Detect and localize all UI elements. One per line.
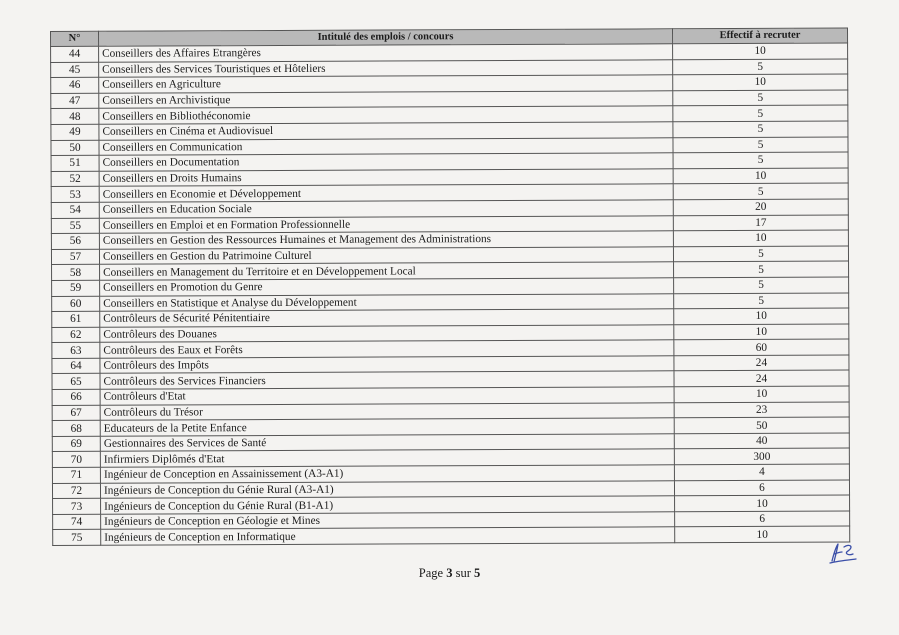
row-job-title: Infirmiers Diplômés d'Etat [100, 449, 674, 467]
row-job-title: Conseillers en Droits Humains [99, 169, 673, 187]
row-job-title: Conseillers en Documentation [99, 153, 673, 171]
row-number: 75 [53, 530, 101, 546]
row-headcount: 10 [674, 386, 849, 402]
row-number: 58 [52, 265, 100, 281]
row-headcount: 300 [674, 448, 849, 464]
row-headcount: 5 [673, 105, 848, 121]
row-job-title: Conseillers en Emploi et en Formation Professionnelle [99, 215, 673, 233]
row-headcount: 10 [674, 308, 849, 324]
row-number: 68 [52, 421, 100, 437]
row-number: 67 [52, 405, 100, 421]
row-job-title: Educateurs de la Petite Enfance [100, 418, 674, 436]
row-job-title: Ingénieurs de Conception du Génie Rural (A3-A1) [100, 480, 674, 498]
row-headcount: 10 [673, 74, 848, 90]
row-number: 57 [51, 249, 99, 265]
row-job-title: Contrôleurs des Eaux et Forêts [100, 340, 674, 358]
row-job-title: Contrôleurs du Trésor [100, 402, 674, 420]
row-number: 73 [53, 499, 101, 515]
row-job-title: Contrôleurs de Sécurité Pénitentiaire [100, 309, 674, 327]
row-headcount: 5 [673, 183, 848, 199]
header-job-title: Intitulé des emplois / concours [99, 29, 673, 47]
row-job-title: Contrôleurs des Douanes [100, 324, 674, 342]
row-job-title: Contrôleurs des Impôts [100, 356, 674, 374]
row-headcount: 5 [674, 293, 849, 309]
row-headcount: 5 [673, 90, 848, 106]
row-number: 44 [51, 46, 99, 62]
row-headcount: 23 [674, 402, 849, 418]
row-job-title: Ingénieurs de Conception du Génie Rural (B1-A1) [101, 496, 675, 514]
row-job-title: Conseillers des Services Touristiques et Hôteliers [99, 59, 673, 77]
row-job-title: Conseillers en Archivistique [99, 91, 673, 109]
row-headcount: 5 [673, 59, 848, 75]
page-footer [0, 566, 899, 581]
row-job-title: Contrôleurs d'Etat [100, 387, 674, 405]
row-job-title: Conseillers en Cinéma et Audiovisuel [99, 122, 673, 140]
row-headcount: 24 [674, 355, 849, 371]
row-headcount: 5 [673, 152, 848, 168]
row-job-title: Conseillers en Economie et Développement [99, 184, 673, 202]
row-number: 49 [51, 124, 99, 140]
row-headcount: 24 [674, 370, 849, 386]
row-headcount: 6 [675, 511, 850, 527]
row-headcount: 10 [673, 168, 848, 184]
row-number: 59 [52, 280, 100, 296]
row-headcount: 5 [674, 261, 849, 277]
row-job-title: Ingénieurs de Conception en Géologie et Mines [101, 512, 675, 530]
row-number: 66 [52, 389, 100, 405]
row-number: 46 [51, 77, 99, 93]
row-job-title: Conseillers en Gestion des Ressources Humaines et Management des Administrations [99, 231, 673, 249]
row-headcount: 5 [674, 277, 849, 293]
row-job-title: Conseillers en Statistique et Analyse du Développement [100, 293, 674, 311]
row-headcount: 50 [674, 417, 849, 433]
row-number: 53 [51, 187, 99, 203]
row-job-title: Conseillers des Affaires Etrangères [99, 44, 673, 62]
row-headcount: 10 [674, 324, 849, 340]
row-headcount: 10 [673, 230, 848, 246]
header-number: N° [51, 31, 99, 46]
row-job-title: Conseillers en Bibliothéconomie [99, 106, 673, 124]
row-number: 52 [51, 171, 99, 187]
row-number: 60 [52, 296, 100, 312]
row-headcount: 5 [673, 121, 848, 137]
row-number: 54 [51, 202, 99, 218]
row-headcount: 10 [675, 526, 850, 542]
row-number: 47 [51, 93, 99, 109]
handwritten-initials [828, 541, 858, 565]
row-number: 65 [52, 374, 100, 390]
header-headcount: Effectif à recruter [672, 28, 847, 44]
row-number: 62 [52, 327, 100, 343]
row-number: 50 [51, 140, 99, 156]
row-headcount: 60 [674, 339, 849, 355]
row-job-title: Contrôleurs des Services Financiers [100, 371, 674, 389]
row-number: 71 [52, 467, 100, 483]
row-number: 69 [52, 436, 100, 452]
row-headcount: 6 [674, 480, 849, 496]
row-number: 64 [52, 358, 100, 374]
row-number: 48 [51, 109, 99, 125]
row-number: 72 [52, 483, 100, 499]
page-total: 5 [473, 566, 481, 580]
row-number: 70 [52, 452, 100, 468]
row-number: 74 [53, 514, 101, 530]
page-of: sur [455, 566, 471, 580]
row-number: 45 [51, 62, 99, 78]
row-job-title: Conseillers en Agriculture [99, 75, 673, 93]
row-headcount: 5 [673, 246, 848, 262]
row-headcount: 10 [673, 43, 848, 59]
row-headcount: 5 [673, 137, 848, 153]
row-job-title: Ingénieur de Conception en Assainissement (A3-A1) [100, 465, 674, 483]
row-number: 56 [51, 233, 99, 249]
row-job-title: Conseillers en Education Sociale [99, 200, 673, 218]
row-number: 61 [52, 311, 100, 327]
row-job-title: Gestionnaires des Services de Santé [100, 434, 674, 452]
row-job-title: Conseillers en Communication [99, 137, 673, 155]
row-headcount: 40 [674, 433, 849, 449]
row-number: 51 [51, 155, 99, 171]
row-job-title: Ingénieurs de Conception en Informatique [101, 527, 675, 545]
row-headcount: 17 [673, 215, 848, 231]
row-headcount: 4 [674, 464, 849, 480]
row-job-title: Conseillers en Gestion du Patrimoine Culturel [99, 247, 673, 265]
row-number: 55 [51, 218, 99, 234]
page-label: Page [418, 566, 444, 580]
table-row [53, 526, 850, 545]
row-job-title: Conseillers en Management du Territoire et en Développement Local [100, 262, 674, 280]
recruitment-table [50, 28, 850, 546]
page-current: 3 [446, 566, 453, 580]
row-headcount: 10 [675, 495, 850, 511]
row-job-title: Conseillers en Promotion du Genre [100, 278, 674, 296]
row-number: 63 [52, 343, 100, 359]
row-headcount: 20 [673, 199, 848, 215]
